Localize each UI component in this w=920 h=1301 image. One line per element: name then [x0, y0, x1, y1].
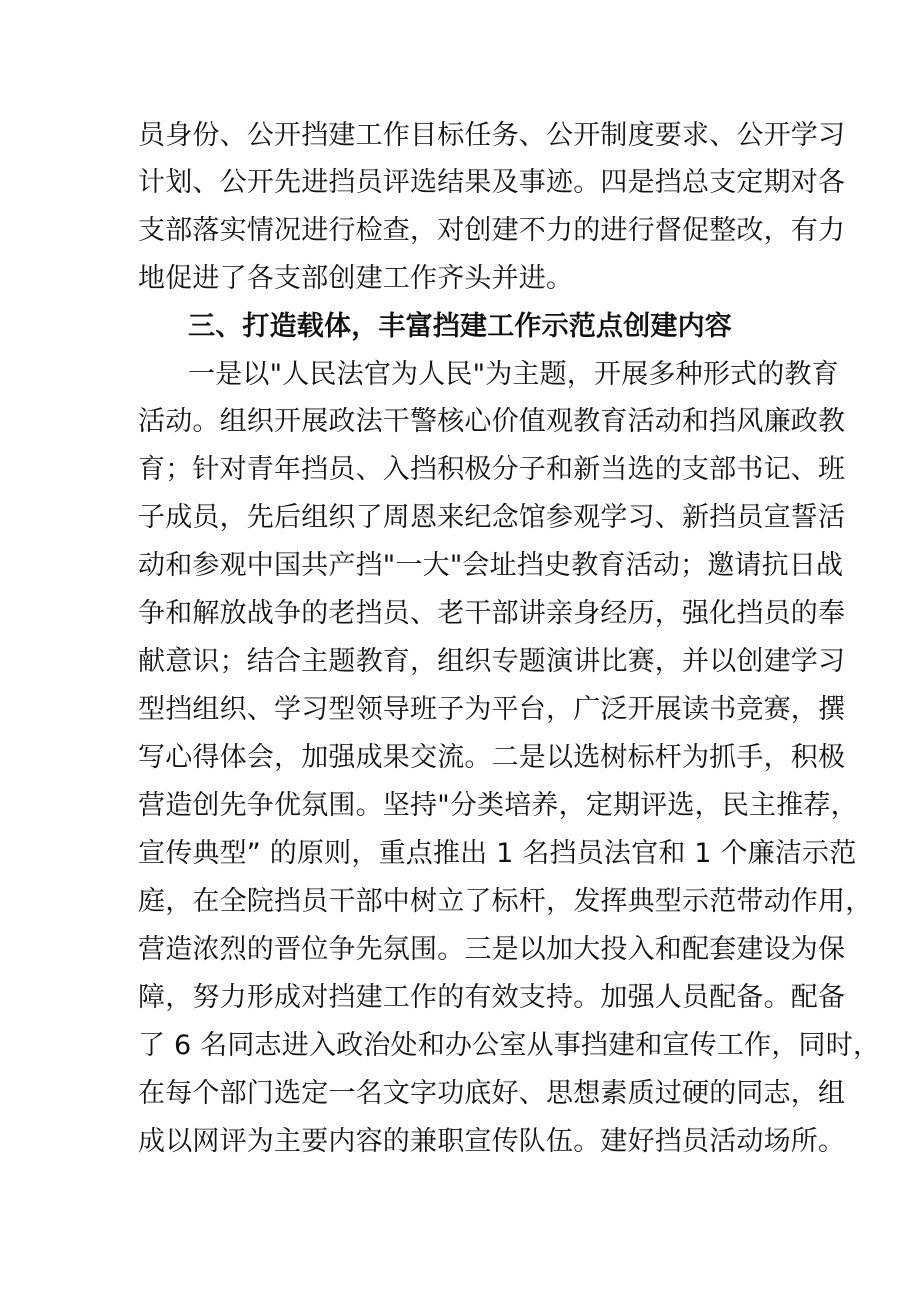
text-line: 计划、公开先进挡员评选结果及事迹。四是挡总支定期对各	[138, 167, 846, 198]
text-line: 育；针对青年挡员、入挡积极分子和新当选的支部书记、班	[138, 454, 846, 485]
text-line: 了 6 名同志进入政治处和办公室从事挡建和宣传工作，同时，	[138, 1030, 881, 1061]
text-line: 庭，在全院挡员干部中树立了标杆，发挥典型示范带动作用，	[138, 886, 873, 917]
text-line: 营造浓烈的晋位争先氛围。三是以加大投入和配套建设为保	[138, 934, 846, 965]
text-line: 障，努力形成对挡建工作的有效支持。加强人员配备。配备	[138, 982, 846, 1013]
text-line: 成以网评为主要内容的兼职宣传队伍。建好挡员活动场所。	[138, 1126, 846, 1157]
text-line: 员身份、公开挡建工作目标任务、公开制度要求、公开学习	[138, 120, 846, 151]
text-line: 活动。组织开展政法干警核心价值观教育活动和挡风廉政教	[138, 406, 846, 437]
section-heading: 三、打造载体，丰富挡建工作示范点创建内容	[188, 311, 732, 342]
text-line: 地促进了各支部创建工作齐头并进。	[138, 263, 574, 294]
text-line: 型挡组织、学习型领导班子为平台，广泛开展读书竞赛，撰	[138, 694, 846, 725]
text-line: 献意识；结合主题教育，组织专题演讲比赛，并以创建学习	[138, 646, 846, 677]
text-line: 写心得体会，加强成果交流。二是以选树标杆为抓手，积极	[138, 742, 846, 773]
text-line: 支部落实情况进行检查，对创建不力的进行督促整改，有力	[138, 215, 846, 246]
text-line: 营造创先争优氛围。坚持"分类培养，定期评选，民主推荐，	[138, 790, 858, 821]
text-line: 子成员，先后组织了周恩来纪念馆参观学习、新挡员宣誓活	[138, 502, 846, 533]
text-line: 宣传典型” 的原则，重点推出 1 名挡员法官和 1 个廉洁示范	[138, 838, 857, 869]
text-line: 动和参观中国共产挡"一大"会址挡史教育活动；邀请抗日战	[138, 550, 844, 581]
text-line: 争和解放战争的老挡员、老干部讲亲身经历，强化挡员的奉	[138, 598, 846, 629]
text-line: 一是以"人民法官为人民"为主题，开展多种形式的教育	[188, 359, 839, 390]
text-line: 在每个部门选定一名文字功底好、思想素质过硬的同志，组	[138, 1078, 846, 1109]
